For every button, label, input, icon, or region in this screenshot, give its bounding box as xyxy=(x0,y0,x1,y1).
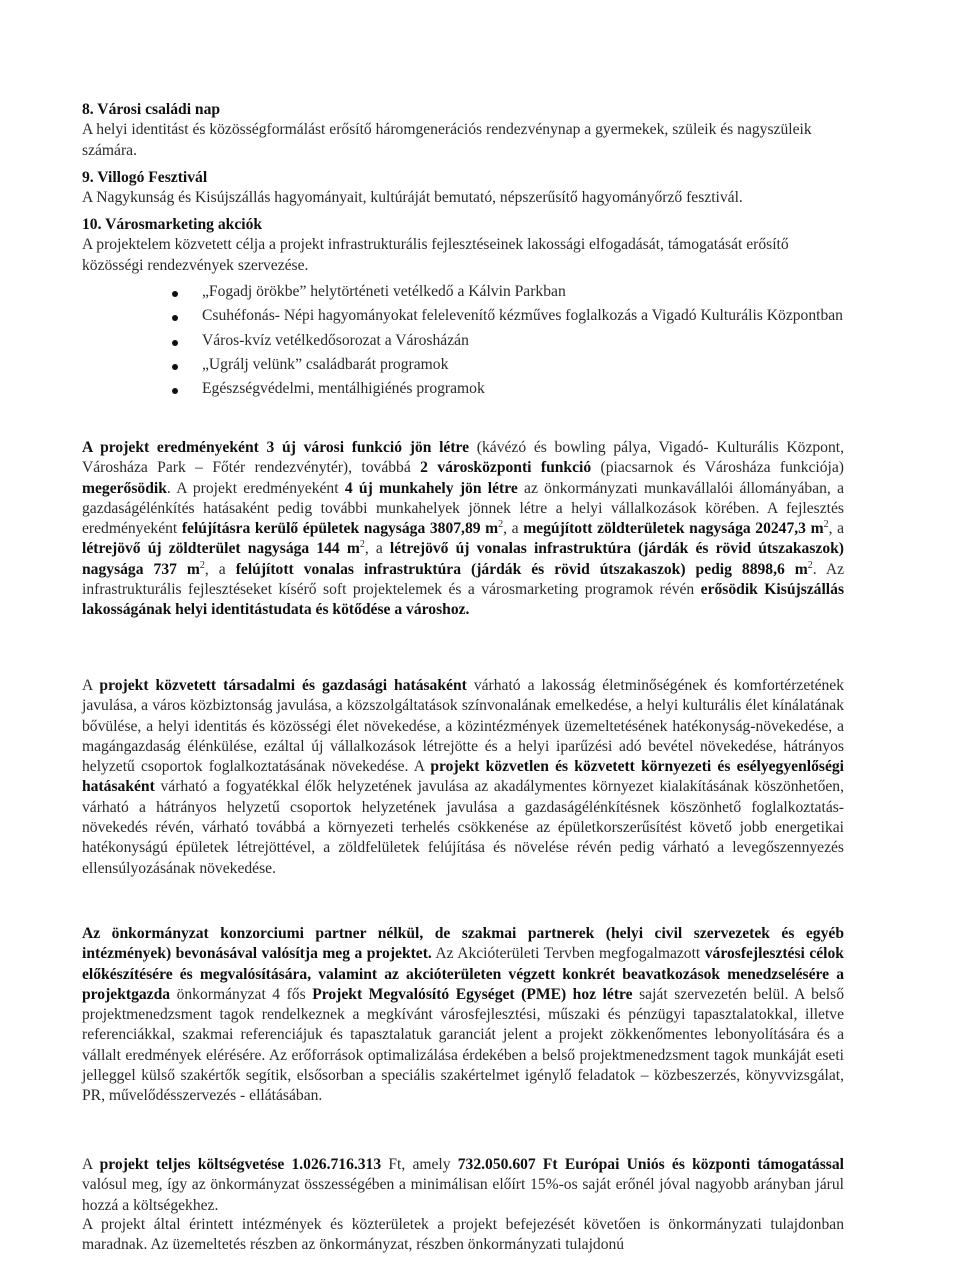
section-10 xyxy=(82,215,844,276)
section-9-body: A Nagykunság és Kisújszállás hagyományait, kultúráját bemutató, népszerűsítő hagyományőrző fesztivál. xyxy=(82,189,743,207)
section-10-body: A projektelem közvetett célja a projekt infrastrukturális fejlesztéseinek lakossági elfogadását, támogatását erősítő közösségi rendezvények szervezése. xyxy=(82,236,789,274)
bullet-icon xyxy=(172,291,178,297)
budget-paragraph: A projekt teljes költségvetése 1.026.716.313 Ft, amely 732.050.607 Ft Európai Uniós és központi támogatással valósul meg, így az önkormányzat összességében a minimálisan előírt 15%-os saját erőnél jóval nagyobb arányban járul hozzá a költségekhez. xyxy=(82,1156,844,1214)
ownership-paragraph: A projekt által érintett intézmények és közterületek a projekt befejezését követően is önkormányzati tulajdonban maradnak. Az üzemeltetés részben az önkormányzat, részben önkormányzati tulajdonú xyxy=(82,1216,844,1254)
list-item xyxy=(172,306,844,326)
list-item-text: „Ugrálj velünk” családbarát programok xyxy=(202,355,449,373)
section-10-bullet-list xyxy=(172,282,844,403)
section-10-title: 10. Városmarketing akciók xyxy=(82,216,263,233)
list-item-text: „Fogadj örökbe” helytörténeti vetélkedő a Kálvin Parkban xyxy=(202,283,566,300)
indirect-effects-paragraph: A projekt közvetett társadalmi és gazdasági hatásaként várható a lakosság életminőségének és komfortérzetének javulása, a város közbiztonság javulása, a közszolgáltatások színvonalának emelkedése, a helyi kulturális élet kínálatának bővülése, a helyi identitás és közösségi élet növekedése, a közintézmények üzemeltetésének hatékonyság-növekedése, a magángazdaság élénkülése, ezáltal új vállalkozások létrejötte és a helyi iparűzési adó bevétel növekedése, hátrányos helyzetű csoportok foglalkoztatásának növekedése. A projekt közvetlen és közvetett környezeti és esélyegyenlőségi hatásaként várható a fogyatékkal élők helyzetének javulása az akadálymentes környezet kialakításának köszönhetően, várható a hátrányos helyzetű csoportok helyzetének javulása a gazdaságélénkítésnek köszönhető foglalkoztatás-növekedés révén, várható továbbá a környezeti terhelés csökkenése az épületkorszerűsítést követő jobb energetikai hatékonyságú épületek létrejöttével, a zöldfelületek felújítása és növelése révén pedig várható a levegőszennyezés ellensúlyozásának növekedése. xyxy=(82,677,845,877)
list-item xyxy=(172,282,844,302)
section-8 xyxy=(82,100,844,161)
bullet-icon xyxy=(172,364,178,370)
management-paragraph: Az önkormányzat konzorciumi partner nélkül, de szakmai partnerek (helyi civil szervezetek és egyéb intézmények) bevonásával valósítja meg a projektet. Az Akcióterületi Tervben megfogalmazott városfejlesztési célok előkészítésére és megvalósítására, valamint az akcióterületen végzett konkrét beavatkozások menedzselésére a projektgazda önkormányzat 4 fős Projekt Megvalósító Egységet (PME) hoz létre saját szervezetén belül. A belső projektmenedzsment tagok rendelkeznek a megkívánt városfejlesztési, műszaki és pénzügyi tapasztalatokkal, illetve referenciákkal, szakmai referenciájuk és tapasztalatuk garanciát jelent a projekt zökkenőmentes lebonyolítására és a vállalt eredmények elérésére. Az erőforrások optimalizálása érdekében a belső projektmenedzsment tagok munkáját eseti jelleggel külső szakértők segítik, elsősorban a speciális szakértelmet igénylő feladatok – közbeszerzés, könyvvizsgálat, PR, művelődésszervezés - ellátásában. xyxy=(82,925,844,1105)
results-paragraph: A projekt eredményeként 3 új városi funkció jön létre (kávézó és bowling pálya, Vigadó- Kulturális Központ, Városháza Park – Főtér rendezvénytér), továbbá 2 városközponti funkció (piacsarnok és Városháza funkciója) megerősödik. A projekt eredményeként 4 új munkahely jön létre az önkormányzati munkavállalói állományában, a gazdaságélénkítés hatásaként pedig további munkahelyek jönnek létre a helyi vállalkozások körében. A fejlesztés eredményeként felújításra kerülő épületek nagysága 3807,89 $m^2$, a megújított zöldterületek nagysága 20247,3 $m^2$, a létrejövő új zöldterület nagysága 144 $m^2$, a létrejövő új vonalas infrastruktúra (járdák és rövid útszakaszok) nagysága 737 $m^2$, a felújított vonalas infrastruktúra (járdák és rövid útszakaszok) pedig 8898,6 $m^2$. Az infrastrukturális fejlesztéseket kísérő soft projektelemek és a városmarketing programok révén erősödik Kisújszállás lakosságának helyi identitástudata és kötődése a városhoz. xyxy=(82,439,845,619)
list-item-text: Csuhéfonás- Népi hagyományokat felelevenítő kézműves foglalkozás a Vigadó Kulturális Központban xyxy=(202,307,843,325)
list-item-text: Város-kvíz vetélkedősorozat a Városházán xyxy=(202,331,469,349)
list-item xyxy=(172,355,844,375)
bullet-icon xyxy=(172,388,178,394)
section-8-title: 8. Városi családi nap xyxy=(82,101,221,118)
list-item xyxy=(172,331,844,351)
section-9 xyxy=(82,168,844,209)
bullet-icon xyxy=(172,340,178,346)
section-9-title: 9. Villogó Fesztivál xyxy=(82,169,208,186)
list-item-text: Egészségvédelmi, mentálhigiénés programok xyxy=(202,380,485,398)
list-item xyxy=(172,379,844,399)
bullet-icon xyxy=(172,315,178,321)
section-8-body: A helyi identitást és közösségformálást erősítő háromgenerációs rendezvénynap a gyermekek, szüleik és nagyszüleik számára. xyxy=(82,121,812,159)
